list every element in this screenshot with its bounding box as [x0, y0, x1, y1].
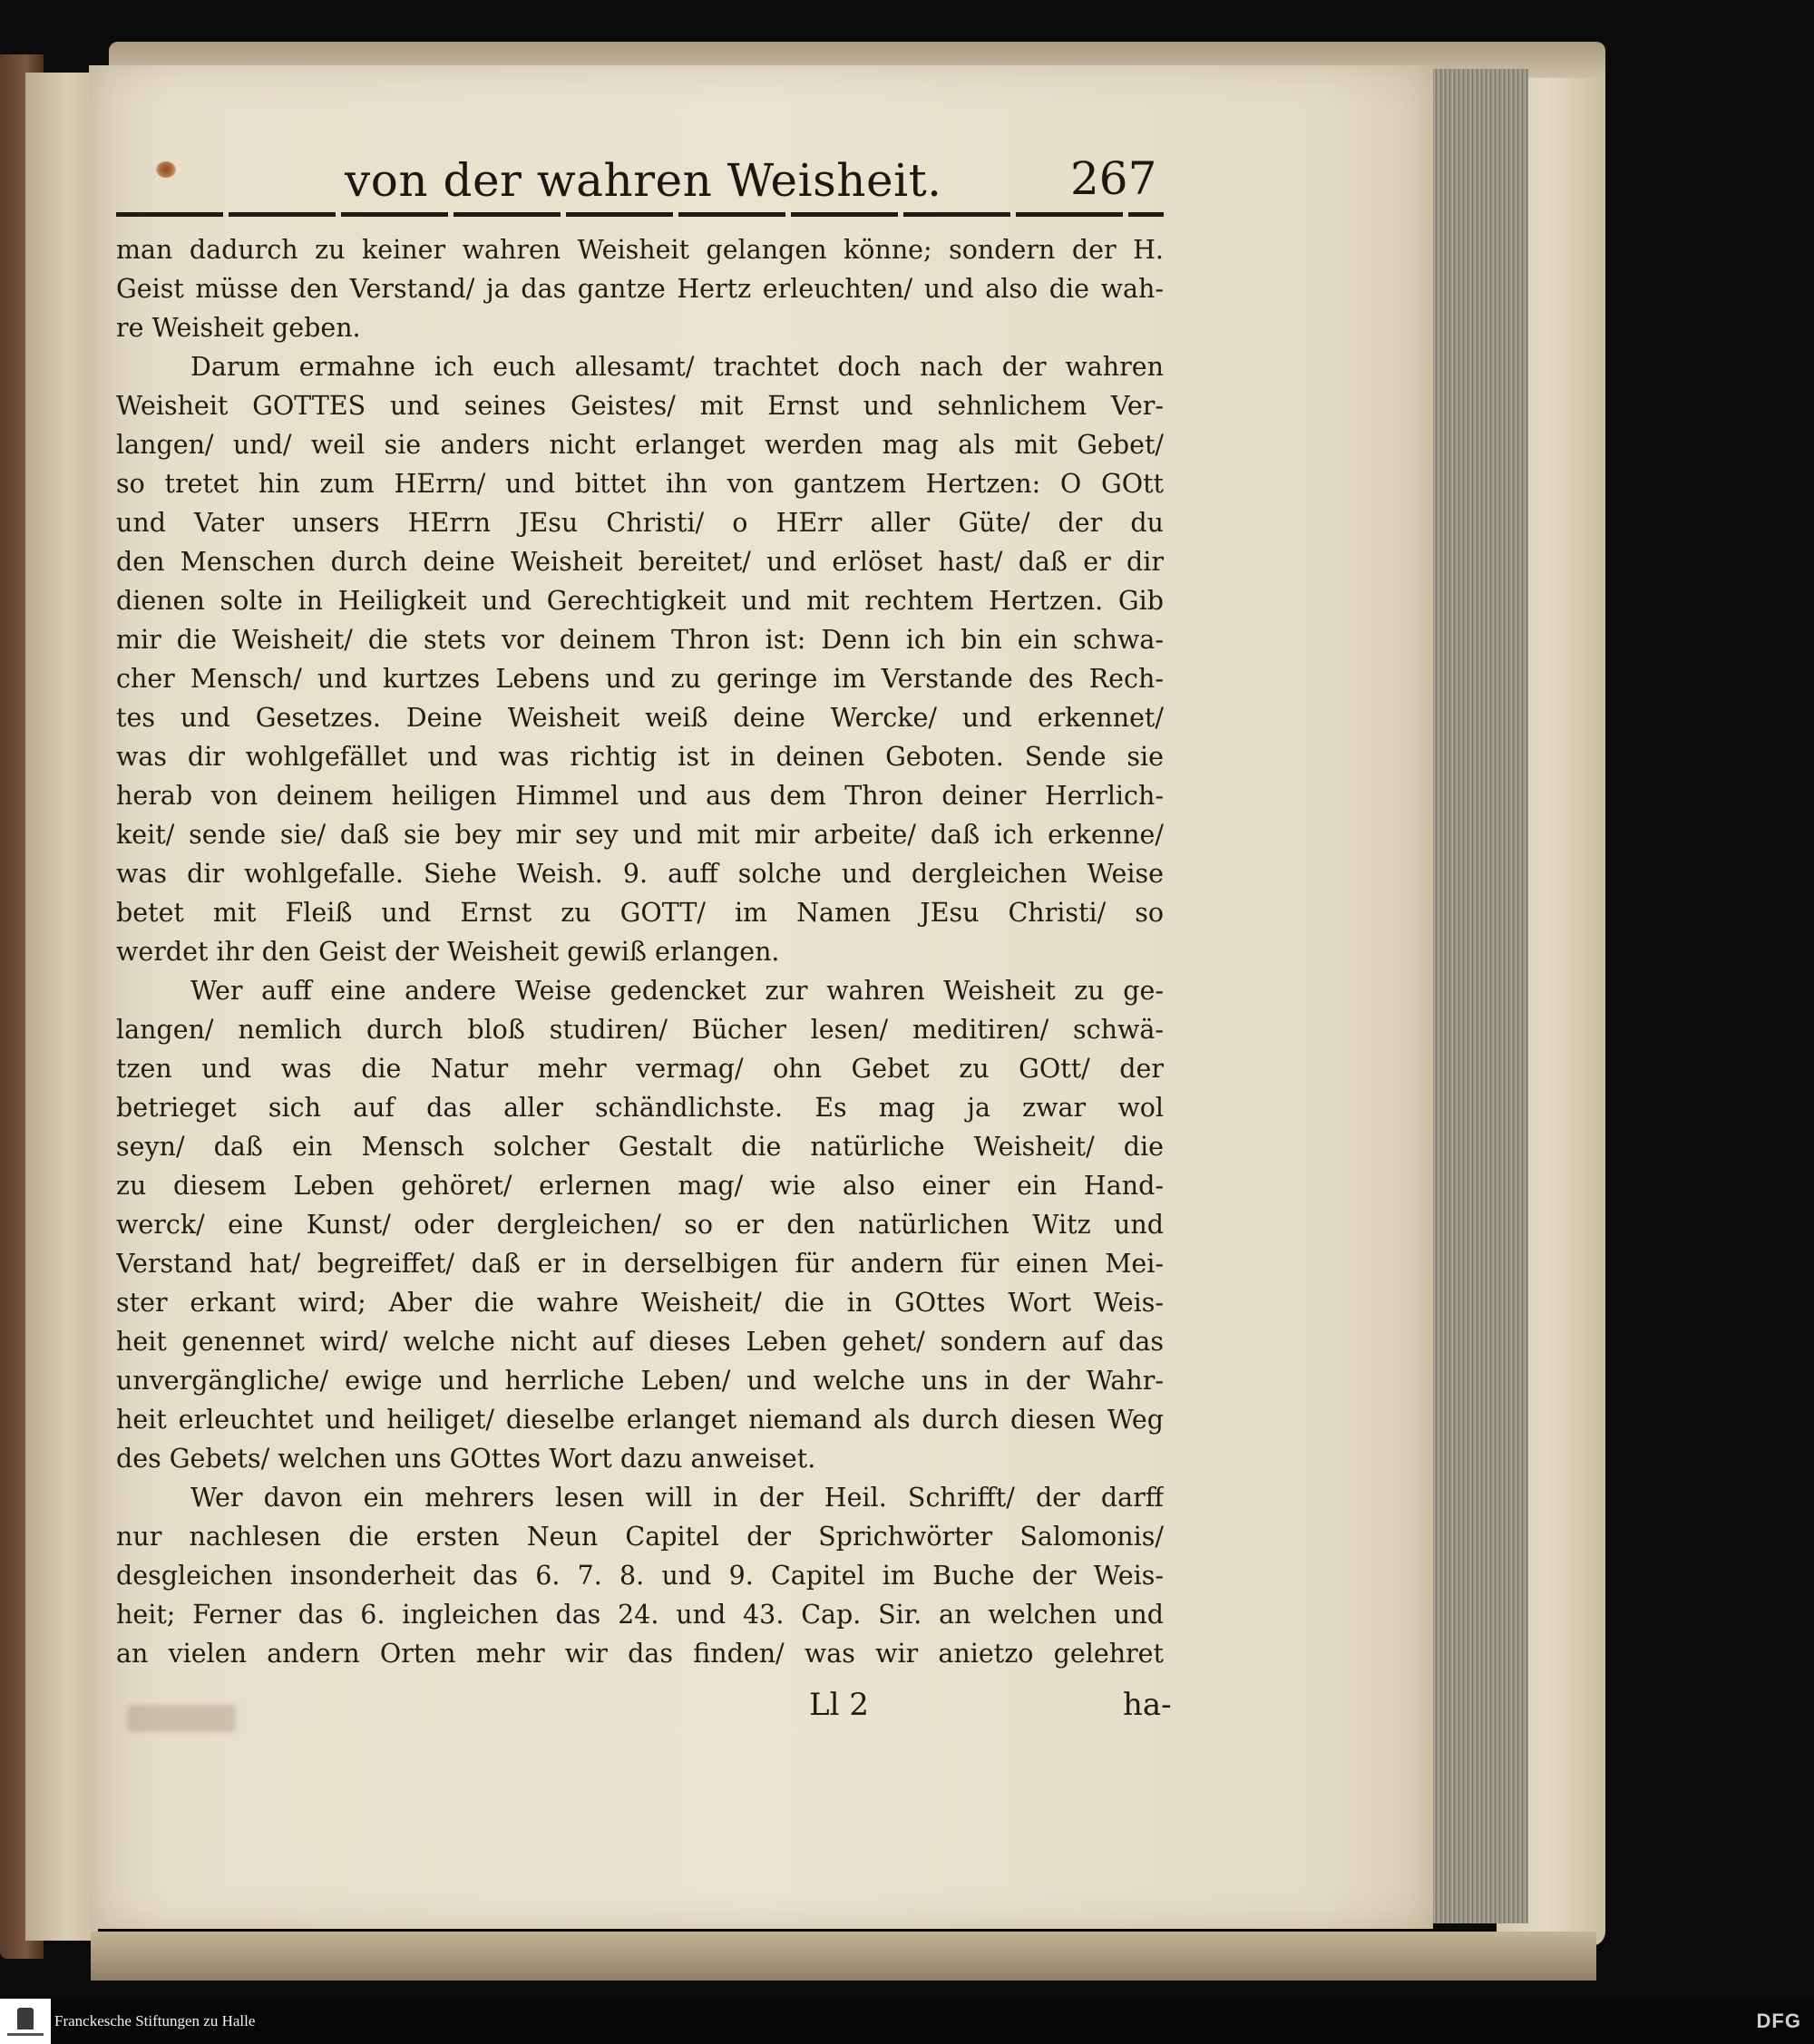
text-line: keit/ sende sie/ daß sie bey mir sey und mit mir arbeite/ daß ich erkenne/ — [116, 820, 1164, 850]
text-line: Verstand hat/ begreiffet/ daß er in derselbigen für andern für einen Mei- — [116, 1249, 1164, 1279]
text-line: unvergängliche/ ewige und herrliche Leben/ und welche uns in der Wahr- — [116, 1366, 1164, 1396]
header-rule — [116, 212, 1164, 217]
text-line: betrieget sich auf das aller schändlichste. Es mag ja zwar wol — [116, 1093, 1164, 1123]
text-line: tes und Gesetzes. Deine Weisheit weiß deine Wercke/ und erkennet/ — [116, 703, 1164, 733]
offset-print-smudge — [127, 1705, 236, 1732]
text-line: was dir wohlgefalle. Siehe Weish. 9. auff solche und dergleichen Weise — [116, 859, 1164, 889]
text-line: desgleichen insonderheit das 6. 7. 8. und 9. Capitel im Buche der Weis- — [116, 1561, 1164, 1591]
left-page-edge — [25, 73, 98, 1941]
text-line: seyn/ daß ein Mensch solcher Gestalt die natürliche Weisheit/ die — [116, 1132, 1164, 1162]
running-head: von der wahren Weisheit. — [345, 154, 942, 207]
text-line: Wer davon ein mehrers lesen will in der Heil. Schrifft/ der darff — [190, 1483, 1164, 1513]
viewer-footer — [0, 1999, 1814, 2044]
text-line: tzen und was die Natur mehr vermag/ ohn Gebet zu GOtt/ der — [116, 1054, 1164, 1084]
text-line: werck/ eine Kunst/ oder dergleichen/ so er den natürlichen Witz und — [116, 1210, 1164, 1240]
text-line: ster erkant wird; Aber die wahre Weisheit/ die in GOttes Wort Weis- — [116, 1288, 1164, 1318]
catchword: ha- — [1123, 1687, 1172, 1723]
text-line: und Vater unsers HErrn JEsu Christi/ o HErr aller Güte/ der du — [116, 508, 1164, 538]
text-line: Weisheit GOTTES und seines Geistes/ mit Ernst und sehnlichem Ver- — [116, 391, 1164, 421]
text-line: werdet ihr den Geist der Weisheit gewiß erlangen. — [116, 937, 780, 967]
page-edges — [1429, 69, 1528, 1923]
text-line: betet mit Fleiß und Ernst zu GOTT/ im Namen JEsu Christi/ so — [116, 898, 1164, 928]
institution-name[interactable]: Franckesche Stiftungen zu Halle — [54, 2012, 256, 2029]
text-line: cher Mensch/ und kurtzes Lebens und zu geringe im Verstande des Rech- — [116, 664, 1164, 694]
text-line: des Gebets/ welchen uns GOttes Wort dazu anweiset. — [116, 1444, 816, 1474]
text-line: nur nachlesen die ersten Neun Capitel der Sprichwörter Salomonis/ — [116, 1522, 1164, 1552]
text-line: was dir wohlgefället und was richtig ist in deinen Geboten. Sende sie — [116, 742, 1164, 772]
book-cover-bottom — [91, 1932, 1596, 1981]
body-text — [116, 230, 1164, 1673]
text-line: heit; Ferner das 6. ingleichen das 24. und 43. Cap. Sir. an welchen und — [116, 1600, 1164, 1630]
text-line: den Menschen durch deine Weisheit bereitet/ und erlöset hast/ daß er dir — [116, 547, 1164, 577]
text-line: heit erleuchtet und heiliget/ dieselbe erlanget niemand als durch diesen Weg — [116, 1405, 1164, 1435]
text-line: heit genennet wird/ welche nicht auf dieses Leben gehet/ sondern auf das — [116, 1327, 1164, 1357]
text-line: mir die Weisheit/ die stets vor deinem Thron ist: Denn ich bin ein schwa- — [116, 625, 1164, 655]
text-line: Wer auff eine andere Weise gedencket zur wahren Weisheit zu ge- — [190, 976, 1164, 1006]
institution-logo-icon[interactable] — [0, 1999, 51, 2044]
text-line: so tretet hin zum HErrn/ und bittet ihn von gantzem Hertzen: O GOtt — [116, 469, 1164, 499]
text-line: dienen solte in Heiligkeit und Gerechtigkeit und mit rechtem Hertzen. Gib — [116, 586, 1164, 616]
text-line: herab von deinem heiligen Himmel und aus dem Thron deiner Herrlich- — [116, 781, 1164, 811]
text-line: man dadurch zu keiner wahren Weisheit gelangen könne; sondern der H. — [116, 235, 1164, 265]
text-line: an vielen andern Orten mehr wir das finden/ was wir anietzo gelehret — [116, 1639, 1164, 1669]
signature-mark: Ll 2 — [809, 1687, 869, 1723]
page-stain — [156, 161, 176, 178]
page-number: 267 — [1070, 152, 1157, 205]
text-line: zu diesem Leben gehöret/ erlernen mag/ wie also einer ein Hand- — [116, 1171, 1164, 1201]
dfg-badge[interactable]: DFG — [1756, 2010, 1801, 2032]
text-line: re Weisheit geben. — [116, 313, 361, 343]
text-line: langen/ und/ weil sie anders nicht erlanget werden mag als mit Gebet/ — [116, 430, 1164, 460]
text-line: Darum ermahne ich euch allesamt/ trachtet doch nach der wahren — [190, 352, 1164, 382]
text-line: Geist müsse den Verstand/ ja das gantze Hertz erleuchten/ und also die wah- — [116, 274, 1164, 304]
text-line: langen/ nemlich durch bloß studiren/ Bücher lesen/ meditiren/ schwä- — [116, 1015, 1164, 1045]
